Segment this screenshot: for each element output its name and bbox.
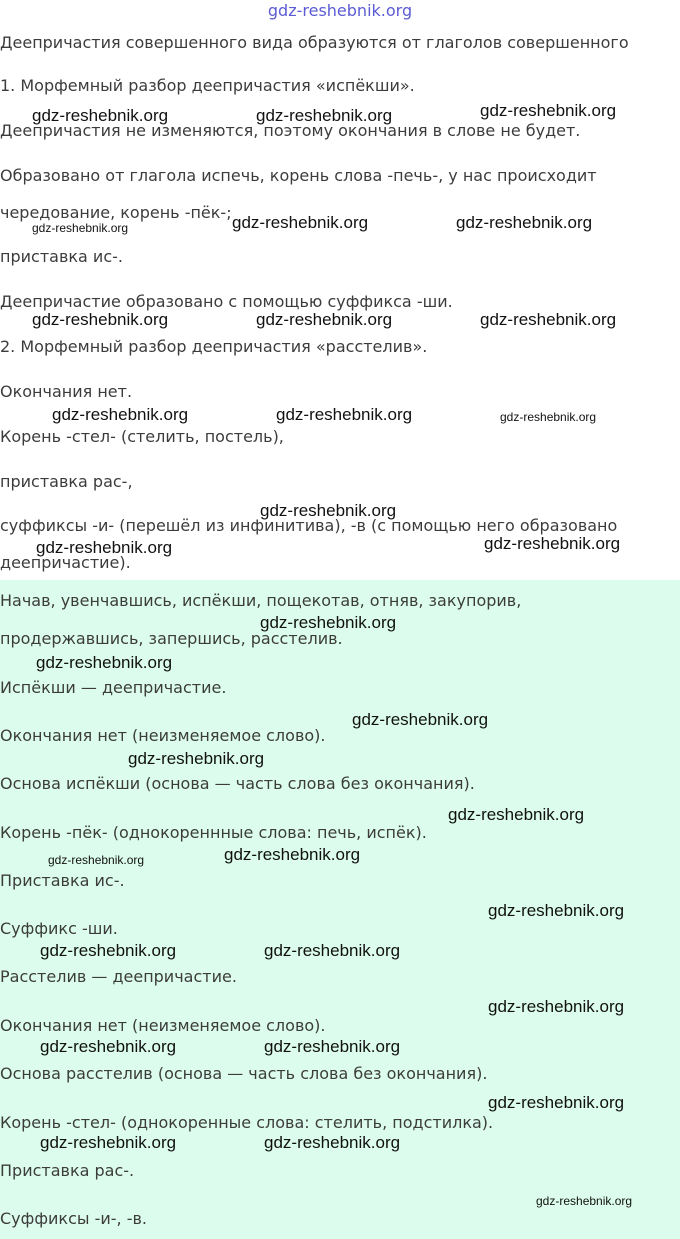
- watermark: gdz-reshebnik.org: [52, 405, 189, 424]
- watermark: gdz-reshebnik.org: [36, 538, 173, 557]
- answer-line: продержавшись, заперши‌сь, расстелив.: [0, 629, 343, 648]
- watermark: gdz-reshebnik.org: [536, 1194, 633, 1208]
- watermark: gdz-reshebnik.org: [264, 941, 401, 960]
- header-watermark: gdz-reshebnik.org: [267, 1, 413, 20]
- watermark: gdz-reshebnik.org: [480, 101, 617, 120]
- watermark: gdz-reshebnik.org: [500, 410, 597, 424]
- theory-line: приставка ис-.: [0, 247, 123, 266]
- watermark: gdz-reshebnik.org: [40, 941, 177, 960]
- watermark: gdz-reshebnik.org: [264, 1133, 401, 1152]
- watermark: gdz-reshebnik.org: [488, 1093, 625, 1112]
- answer-line: Корень -стел- (однокоренные слова: стелить, подстилка).: [0, 1113, 494, 1132]
- theory-line: 2. Морфемный разбор деепричастия «расстелив».: [0, 337, 428, 356]
- answer-line: Окончания нет (неизменяемое слово).: [0, 1016, 326, 1035]
- theory-line: Корень -стел- (стелить, постель),: [0, 427, 284, 446]
- watermark: gdz-reshebnik.org: [128, 749, 265, 768]
- watermark: gdz-reshebnik.org: [32, 106, 169, 125]
- watermark: gdz-reshebnik.org: [448, 805, 585, 824]
- watermark: gdz-reshebnik.org: [40, 1133, 177, 1152]
- answer-line: Приставка рас-.: [0, 1161, 135, 1180]
- watermark: gdz-reshebnik.org: [32, 310, 169, 329]
- theory-line: Деепричастия не изменяются, поэтому окончания в слове не будет.: [0, 121, 581, 140]
- theory-line: Деепричастие образовано с помощью суффикса -ши.: [0, 292, 453, 311]
- watermark: gdz-reshebnik.org: [484, 534, 621, 553]
- watermark: gdz-reshebnik.org: [480, 310, 617, 329]
- theory-line: приставка рас-,: [0, 472, 133, 491]
- watermark: gdz-reshebnik.org: [32, 221, 129, 235]
- watermark: gdz-reshebnik.org: [260, 613, 397, 632]
- theory-line: деепричастие).: [0, 553, 131, 572]
- answer-line: Приставка ис-.: [0, 871, 125, 890]
- watermark: gdz-reshebnik.org: [276, 405, 413, 424]
- answer-line: Расстелив — деепричастие.: [0, 967, 237, 986]
- watermark: gdz-reshebnik.org: [456, 213, 593, 232]
- answer-line: Основа испёкши (основа — часть слова без окончания).: [0, 774, 475, 793]
- watermark: gdz-reshebnik.org: [264, 1037, 401, 1056]
- answer-line: Основа расстелив (основа — часть слова без окончания).: [0, 1064, 488, 1083]
- watermark: gdz-reshebnik.org: [352, 710, 489, 729]
- watermark: gdz-reshebnik.org: [260, 501, 397, 520]
- answer-line: Суффиксы -и-, -в.: [0, 1209, 147, 1228]
- watermark: gdz-reshebnik.org: [256, 106, 393, 125]
- theory-line: Окончания нет.: [0, 382, 133, 401]
- answer-line: Испёкши — деепричастие.: [0, 678, 227, 697]
- answer-line: Начав, увенчавшись, испёкши, пощекотав, отняв, закупорив,: [0, 591, 522, 610]
- watermark: gdz-reshebnik.org: [232, 213, 369, 232]
- answer-line: Корень -пёк- (однокореннные слова: печь, испёк).: [0, 823, 427, 842]
- watermark: gdz-reshebnik.org: [36, 653, 173, 672]
- theory-line: суффиксы -и- (перешёл из инфинитива), -в (с помощью него образовано: [0, 516, 618, 535]
- theory-line: 1. Морфемный разбор деепричастия «испёкши».: [0, 76, 415, 95]
- answer-line: Суффикс -ши.: [0, 919, 118, 938]
- watermark: gdz-reshebnik.org: [488, 997, 625, 1016]
- watermark: gdz-reshebnik.org: [256, 310, 393, 329]
- watermark: gdz-reshebnik.org: [40, 1037, 177, 1056]
- watermark: gdz-reshebnik.org: [488, 901, 625, 920]
- answer-line: Окончания нет (неизменяемое слово).: [0, 726, 326, 745]
- theory-line: Образовано от глагола испечь, корень слова -печь-, у нас происходит: [0, 166, 597, 185]
- theory-line: Деепричастия совершенного вида образуются от глаголов совершенного: [0, 33, 629, 52]
- watermark: gdz-reshebnik.org: [48, 853, 145, 867]
- watermark: gdz-reshebnik.org: [224, 845, 361, 864]
- theory-line: чередование, корень -пёк-;: [0, 203, 232, 222]
